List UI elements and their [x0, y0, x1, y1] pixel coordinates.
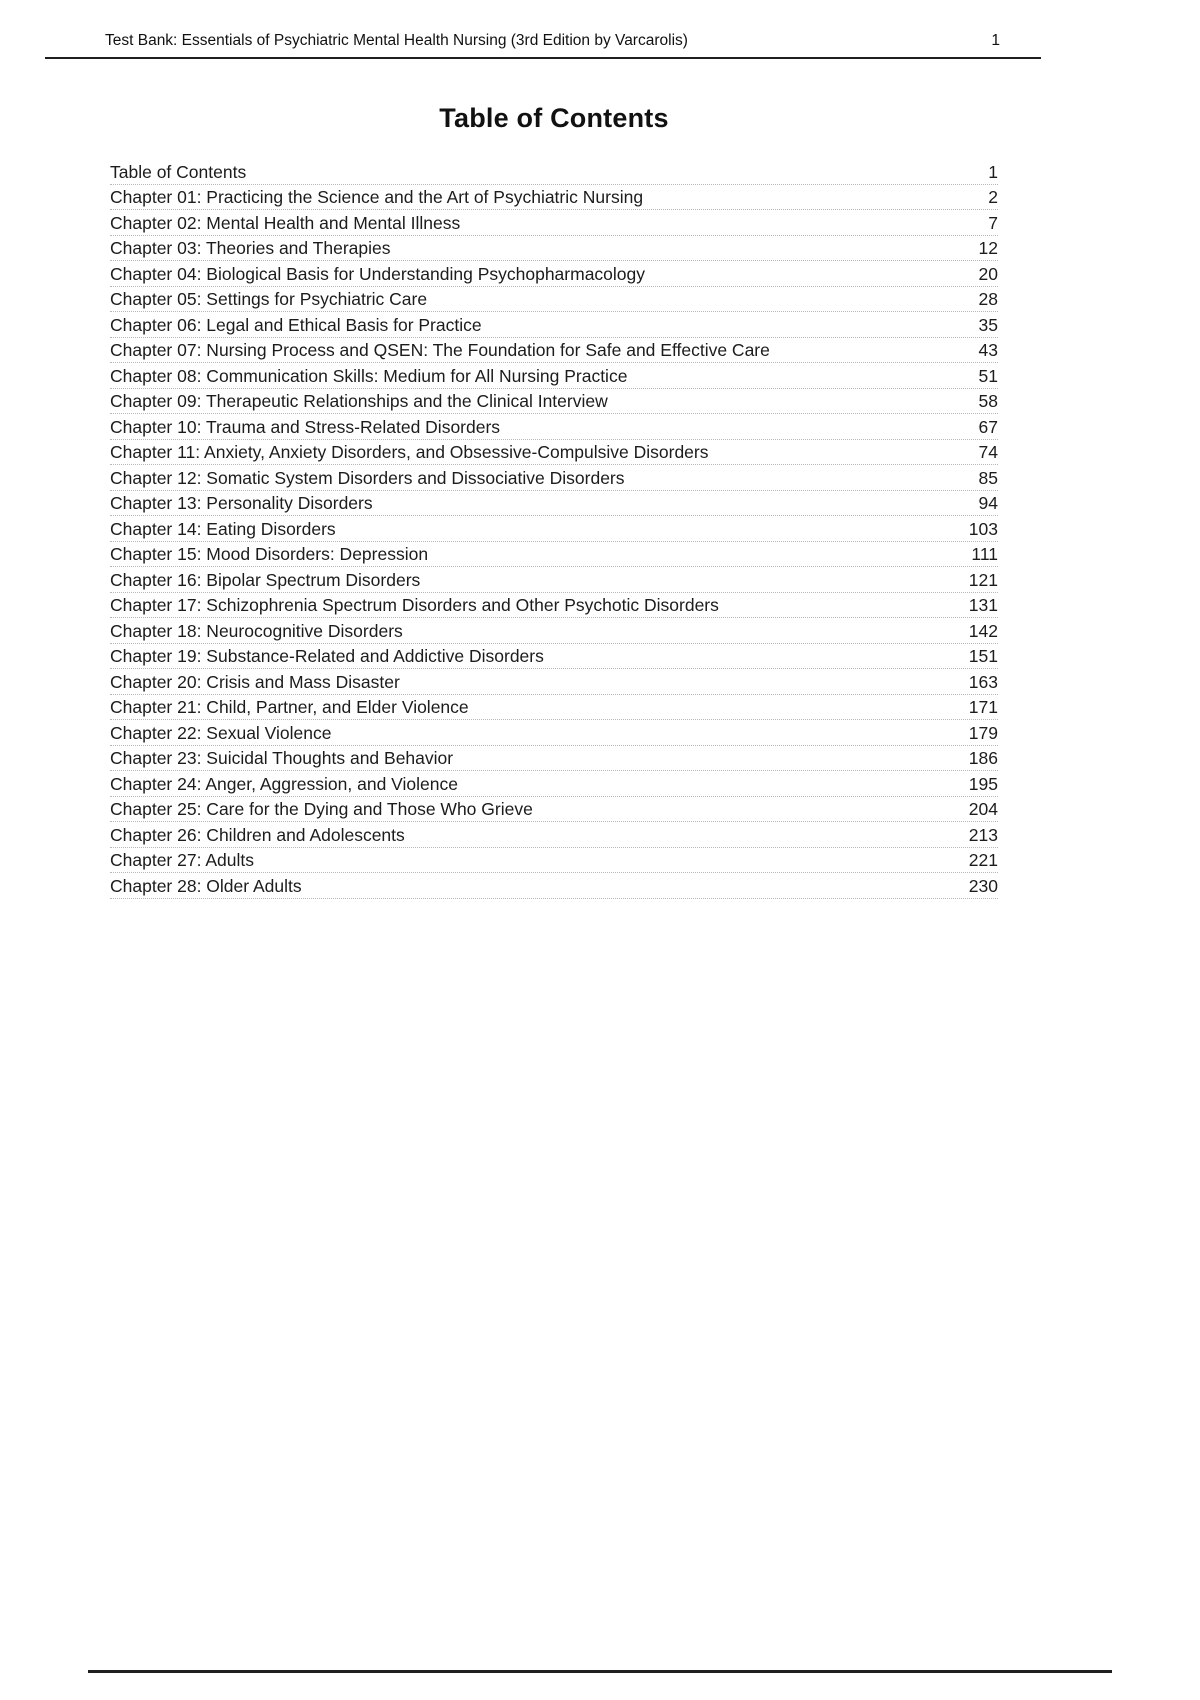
toc-row: [110, 338, 998, 364]
toc-entry-label: Chapter 05: Settings for Psychiatric Care: [110, 289, 428, 309]
toc-entry-label: Chapter 17: Schizophrenia Spectrum Disorders and Other Psychotic Disorders: [110, 595, 719, 615]
toc-list: [110, 159, 998, 899]
toc-entry-page-number: 213: [968, 824, 998, 845]
toc-row: [110, 542, 998, 568]
toc-entry-label: Chapter 24: Anger, Aggression, and Violence: [110, 773, 458, 794]
toc-row: [110, 516, 998, 542]
toc-entry-page-number: 74: [978, 442, 998, 462]
toc-row: [110, 210, 998, 236]
toc-row: [110, 848, 998, 874]
toc-row: [110, 822, 998, 848]
toc-entry-label: Chapter 14: Eating Disorders: [110, 518, 336, 539]
toc-entry-page-number: 1: [988, 161, 998, 182]
toc-entry-label: Chapter 01: Practicing the Science and the Art of Psychiatric Nursing: [110, 187, 644, 207]
toc-entry-label: Chapter 12: Somatic System Disorders and Dissociative Disorders: [110, 467, 625, 488]
toc-entry-page-number: 151: [968, 646, 998, 666]
toc-row: [110, 873, 998, 899]
toc-entry-label: Chapter 15: Mood Disorders: Depression: [110, 544, 429, 564]
toc-entry-page-number: 43: [978, 340, 998, 360]
toc-entry-label: Chapter 04: Biological Basis for Understanding Psychopharmacology: [110, 263, 646, 284]
toc-row: [110, 720, 998, 746]
toc-entry-page-number: 20: [978, 263, 998, 284]
toc-entry-label: Chapter 16: Bipolar Spectrum Disorders: [110, 569, 421, 590]
toc-entry-label: Chapter 07: Nursing Process and QSEN: The Foundation for Safe and Effective Care: [110, 340, 770, 360]
toc-entry-label: Chapter 10: Trauma and Stress-Related Disorders: [110, 416, 501, 437]
toc-entry-page-number: 12: [978, 238, 998, 258]
toc-entry-label: Chapter 18: Neurocognitive Disorders: [110, 620, 403, 641]
toc-row: [110, 287, 998, 313]
toc-entry-page-number: 35: [978, 314, 998, 335]
toc-entry-page-number: 2: [988, 187, 998, 207]
toc-row: [110, 261, 998, 287]
toc-entry-label: Chapter 27: Adults: [110, 850, 254, 870]
toc-row: [110, 491, 998, 517]
toc-entry-label: Table of Contents: [110, 161, 247, 182]
toc-row: [110, 695, 998, 721]
toc-entry-label: Chapter 20: Crisis and Mass Disaster: [110, 671, 400, 692]
toc-row: [110, 669, 998, 695]
toc-row: [110, 465, 998, 491]
toc-entry-label: Chapter 06: Legal and Ethical Basis for Practice: [110, 314, 482, 335]
toc-entry-page-number: 163: [968, 671, 998, 692]
toc-row: [110, 644, 998, 670]
toc-entry-label: Chapter 23: Suicidal Thoughts and Behavior: [110, 748, 454, 768]
toc-entry-label: Chapter 08: Communication Skills: Medium for All Nursing Practice: [110, 365, 628, 386]
toc-entry-page-number: 179: [968, 722, 998, 743]
toc-entry-label: Chapter 19: Substance-Related and Addictive Disorders: [110, 646, 544, 666]
toc-entry-label: Chapter 03: Theories and Therapies: [110, 238, 391, 258]
toc-entry-page-number: 221: [968, 850, 998, 870]
toc-entry-page-number: 111: [971, 544, 998, 564]
toc-row: [110, 567, 998, 593]
toc-entry-page-number: 94: [978, 493, 998, 513]
toc-row: [110, 236, 998, 262]
toc-entry-page-number: 186: [968, 748, 998, 768]
toc-row: [110, 389, 998, 415]
toc-row: [110, 797, 998, 823]
toc-entry-label: Chapter 02: Mental Health and Mental Illness: [110, 212, 461, 233]
toc-entry-page-number: 204: [968, 799, 998, 819]
toc-row: [110, 312, 998, 338]
toc-entry-page-number: 85: [978, 467, 998, 488]
header-divider: [45, 57, 1041, 59]
toc-row: [110, 159, 998, 185]
toc-entry-page-number: 58: [978, 391, 998, 411]
toc-entry-page-number: 103: [968, 518, 998, 539]
toc-entry-page-number: 121: [968, 569, 998, 590]
toc-entry-label: Chapter 09: Therapeutic Relationships and the Clinical Interview: [110, 391, 608, 411]
toc-entry-label: Chapter 21: Child, Partner, and Elder Violence: [110, 697, 469, 717]
toc-entry-page-number: 28: [978, 289, 998, 309]
page-header: [105, 32, 1000, 50]
toc-row: [110, 771, 998, 797]
toc-entry-page-number: 51: [978, 365, 998, 386]
toc-row: [110, 618, 998, 644]
toc-entry-page-number: 195: [968, 773, 998, 794]
toc-row: [110, 440, 998, 466]
toc-entry-label: Chapter 13: Personality Disorders: [110, 493, 373, 513]
toc-entry-label: Chapter 22: Sexual Violence: [110, 722, 332, 743]
toc-entry-page-number: 131: [968, 595, 998, 615]
footer-divider: [88, 1670, 1112, 1673]
toc-row: [110, 185, 998, 211]
toc-entry-label: Chapter 28: Older Adults: [110, 875, 302, 896]
toc-entry-page-number: 230: [968, 875, 998, 896]
toc-entry-label: Chapter 25: Care for the Dying and Those Who Grieve: [110, 799, 533, 819]
toc-entry-page-number: 142: [968, 620, 998, 641]
toc-entry-page-number: 67: [978, 416, 998, 437]
toc-row: [110, 363, 998, 389]
toc-entry-label: Chapter 26: Children and Adolescents: [110, 824, 405, 845]
toc-row: [110, 593, 998, 619]
header-title: Test Bank: Essentials of Psychiatric Mental Health Nursing (3rd Edition by Varcarolis): [105, 32, 688, 49]
page-title: Table of Contents: [439, 103, 669, 133]
toc-entry-label: Chapter 11: Anxiety, Anxiety Disorders, and Obsessive-Compulsive Disorders: [110, 442, 709, 462]
header-page-number: 1: [991, 32, 1000, 49]
toc-row: [110, 414, 998, 440]
toc-entry-page-number: 7: [988, 212, 998, 233]
toc-entry-page-number: 171: [968, 697, 998, 717]
toc-row: [110, 746, 998, 772]
